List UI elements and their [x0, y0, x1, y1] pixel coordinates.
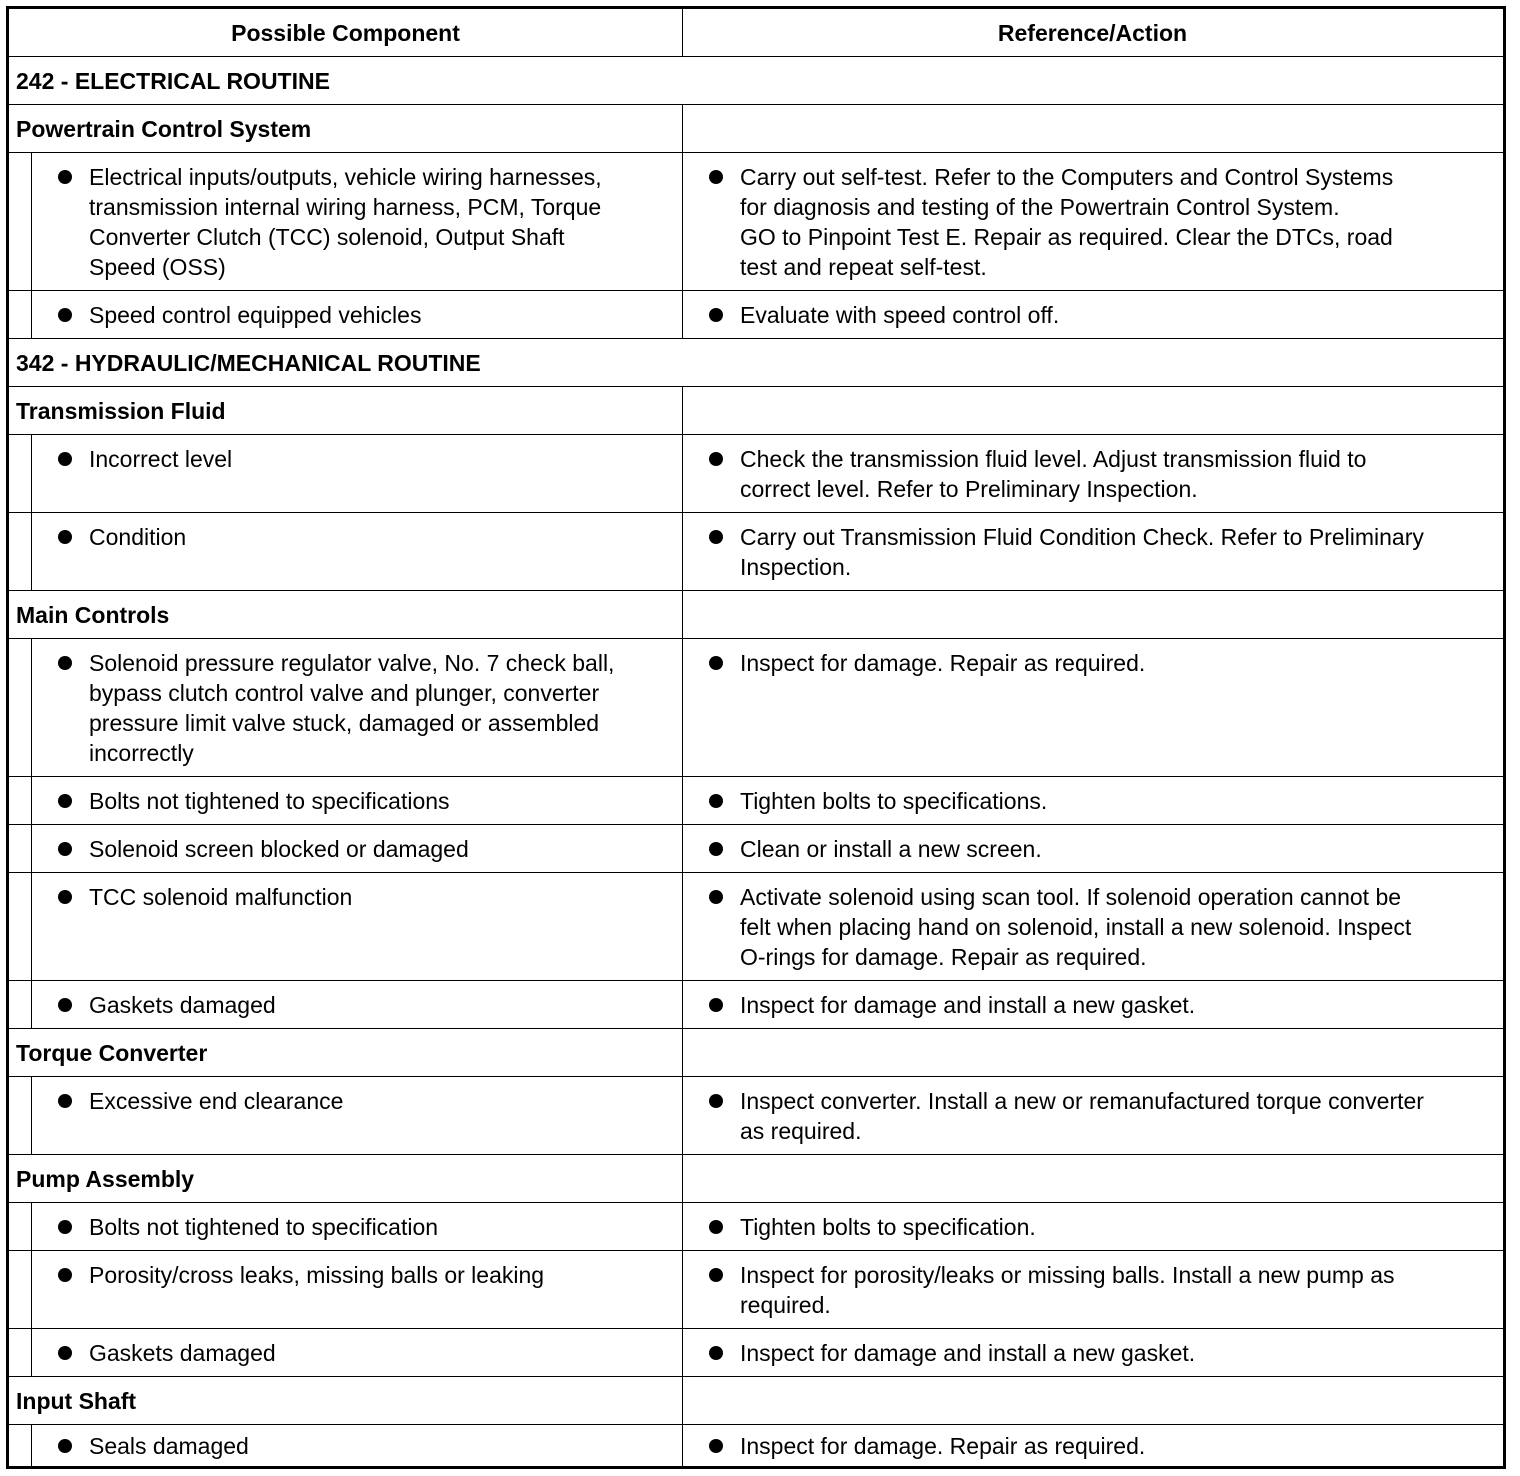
table-row — [9, 1328, 1503, 1376]
category-row — [9, 104, 1503, 152]
bullet-icon — [58, 170, 72, 184]
action-text: Carry out self-test. Refer to the Computers and Control Systems for diagnosis and testing of the Powertrain Control System. GO to Pinpoint Test E. Repair as required. Clear the DTCs, road test and repeat self-test. — [740, 164, 1394, 280]
category-row — [9, 1154, 1503, 1202]
bullet-icon — [709, 530, 723, 544]
table-header-row — [9, 9, 1503, 56]
action-text: Check the transmission fluid level. Adjust transmission fluid to correct level. Refer to Preliminary Inspection. — [740, 446, 1367, 502]
component-text: Electrical inputs/outputs, vehicle wiring harnesses, transmission internal wiring harness, PCM, Torque Converter Clutch (TCC) solenoid, Output Shaft Speed (OSS) — [89, 164, 602, 280]
component-text: Incorrect level — [89, 446, 233, 472]
component-text: Bolts not tightened to specifications — [89, 788, 450, 814]
action-text: Inspect for damage and install a new gasket. — [740, 992, 1196, 1018]
action-text: Activate solenoid using scan tool. If solenoid operation cannot be felt when placing hand on solenoid, install a new solenoid. Inspect O-rings for damage. Repair as required. — [740, 884, 1412, 970]
bullet-icon — [709, 1439, 723, 1453]
action-text: Tighten bolts to specifications. — [740, 788, 1048, 814]
bullet-icon — [58, 1346, 72, 1360]
table-row — [9, 980, 1503, 1028]
action-text: Inspect for damage. Repair as required. — [740, 1433, 1146, 1459]
category-row — [9, 386, 1503, 434]
component-text: Solenoid screen blocked or damaged — [89, 836, 469, 862]
table-row — [9, 1424, 1503, 1466]
bullet-icon — [709, 998, 723, 1012]
category-row — [9, 1028, 1503, 1076]
table-row — [9, 434, 1503, 512]
bullet-icon — [709, 1346, 723, 1360]
bullet-icon — [709, 308, 723, 322]
section-row — [9, 338, 1503, 386]
table-row — [9, 290, 1503, 338]
component-text: Condition — [89, 524, 187, 550]
column-header-component: Possible Component — [231, 19, 460, 46]
diagnostic-table — [6, 6, 1506, 1469]
category-title: Main Controls — [16, 601, 170, 628]
table-row — [9, 1076, 1503, 1154]
component-text: Gaskets damaged — [89, 1340, 276, 1366]
component-text: Bolts not tightened to specification — [89, 1214, 439, 1240]
bullet-icon — [709, 170, 723, 184]
action-text: Inspect for porosity/leaks or missing balls. Install a new pump as required. — [740, 1262, 1395, 1318]
table-row — [9, 152, 1503, 290]
bullet-icon — [58, 452, 72, 466]
component-text: Excessive end clearance — [89, 1088, 344, 1114]
component-text: Porosity/cross leaks, missing balls or leaking — [89, 1262, 545, 1288]
bullet-icon — [709, 794, 723, 808]
bullet-icon — [58, 794, 72, 808]
table-row — [9, 638, 1503, 776]
bullet-icon — [58, 1094, 72, 1108]
bullet-icon — [709, 842, 723, 856]
table-row — [9, 872, 1503, 980]
action-text: Clean or install a new screen. — [740, 836, 1042, 862]
bullet-icon — [709, 1220, 723, 1234]
bullet-icon — [709, 656, 723, 670]
bullet-icon — [58, 842, 72, 856]
table-row — [9, 824, 1503, 872]
table-row — [9, 776, 1503, 824]
component-text: Solenoid pressure regulator valve, No. 7 check ball, bypass clutch control valve and plunger, converter pressure limit valve stuck, damaged or assembled incorrectly — [89, 650, 615, 766]
category-row — [9, 1376, 1503, 1424]
bullet-icon — [58, 656, 72, 670]
bullet-icon — [58, 890, 72, 904]
bullet-icon — [709, 1268, 723, 1282]
bullet-icon — [58, 998, 72, 1012]
action-text: Inspect for damage. Repair as required. — [740, 650, 1146, 676]
component-text: Gaskets damaged — [89, 992, 276, 1018]
table-row — [9, 1202, 1503, 1250]
category-title: Transmission Fluid — [16, 397, 226, 424]
table-row — [9, 512, 1503, 590]
category-title: Input Shaft — [16, 1387, 137, 1414]
action-text: Inspect converter. Install a new or remanufactured torque converter as required. — [740, 1088, 1424, 1144]
section-title: 242 - ELECTRICAL ROUTINE — [16, 67, 330, 94]
bullet-icon — [58, 1439, 72, 1453]
action-text: Carry out Transmission Fluid Condition Check. Refer to Preliminary Inspection. — [740, 524, 1424, 580]
section-title: 342 - HYDRAULIC/MECHANICAL ROUTINE — [16, 349, 481, 376]
column-header-action: Reference/Action — [997, 19, 1188, 46]
bullet-icon — [58, 530, 72, 544]
category-title: Torque Converter — [16, 1039, 208, 1066]
section-row — [9, 56, 1503, 104]
action-text: Evaluate with speed control off. — [740, 302, 1060, 328]
bullet-icon — [58, 1268, 72, 1282]
table-row — [9, 1250, 1503, 1328]
component-text: Seals damaged — [89, 1433, 249, 1459]
category-title: Pump Assembly — [16, 1165, 195, 1192]
action-text: Inspect for damage and install a new gasket. — [740, 1340, 1196, 1366]
bullet-icon — [58, 308, 72, 322]
component-text: Speed control equipped vehicles — [89, 302, 422, 328]
bullet-icon — [709, 452, 723, 466]
bullet-icon — [709, 890, 723, 904]
action-text: Tighten bolts to specification. — [740, 1214, 1036, 1240]
bullet-icon — [709, 1094, 723, 1108]
bullet-icon — [58, 1220, 72, 1234]
category-row — [9, 590, 1503, 638]
component-text: TCC solenoid malfunction — [89, 884, 353, 910]
category-title: Powertrain Control System — [16, 115, 312, 142]
